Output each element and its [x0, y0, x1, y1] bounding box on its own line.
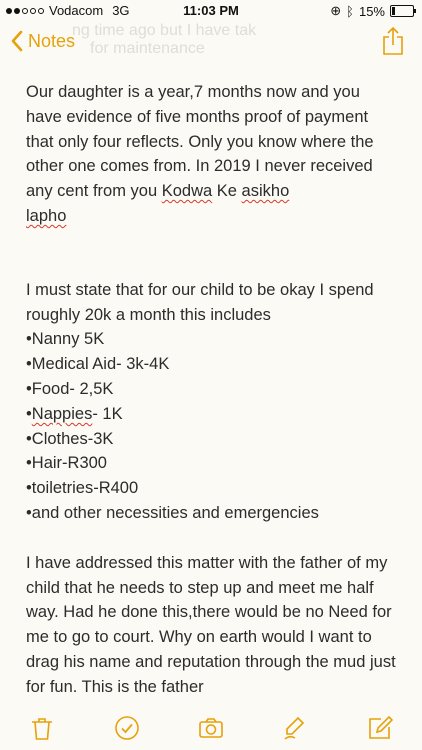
misspelled-word: Nappies [31, 404, 93, 423]
list-item: •Food- 2,5K [26, 379, 114, 398]
compose-icon [367, 715, 393, 741]
note-body[interactable] [26, 80, 398, 700]
misspelled-word: lapho [26, 206, 67, 225]
checkmark-circle-icon [114, 715, 140, 741]
ghost-line-1: ng time ago but I have tak [72, 22, 257, 39]
camera-button[interactable] [198, 715, 224, 741]
expense-list [26, 327, 398, 525]
battery-icon [390, 5, 414, 17]
sketch-button[interactable] [282, 715, 308, 741]
back-button[interactable] [10, 30, 75, 52]
clock: 11:03 PM [183, 3, 239, 18]
misspelled-word: Kodwa [161, 182, 213, 201]
bottom-toolbar [0, 706, 422, 750]
ghost-line-2: for maintenance [90, 40, 205, 57]
status-bar [0, 0, 422, 22]
share-icon [382, 26, 404, 56]
list-item: •Medical Aid- 3k-4K [26, 355, 170, 374]
status-right [330, 3, 414, 19]
navigation-bar [0, 22, 422, 66]
checklist-button[interactable] [114, 715, 140, 741]
trash-icon [29, 715, 55, 741]
p1-space: Ke [212, 182, 242, 201]
back-label: Notes [28, 30, 76, 51]
list-item: •Nanny 5K [26, 330, 105, 349]
misspelled-word: asikho [241, 182, 290, 201]
delete-button[interactable] [29, 715, 55, 741]
note-paragraph-3: I have addressed this matter with the father of my child that he needs to step up and meet me half way. Had he done this,there would be no Need for me to go to court. Why on earth would I want to drag his name and reputation through the mud just for fun. This is the father [26, 553, 396, 696]
pen-icon [282, 715, 308, 741]
list-item: •Hair-R300 [26, 454, 107, 473]
orientation-lock-icon: ⊕ [330, 3, 342, 18]
list-item: •Clothes-3K [26, 429, 114, 448]
battery-percent: 15% [358, 3, 385, 19]
item-rest: - 1K [92, 404, 123, 423]
scrolled-text-ghost [72, 22, 257, 57]
share-button[interactable] [382, 26, 404, 61]
bluetooth-icon: ᛒ [346, 3, 354, 19]
note-paragraph-2: I must state that for our child to be okay I spend roughly 20k a month this includes [26, 280, 374, 324]
list-item: •and other necessities and emergencies [26, 503, 319, 522]
list-item [26, 402, 398, 427]
list-item: •toiletries-R400 [26, 479, 139, 498]
compose-button[interactable] [367, 715, 393, 741]
bullet: • [26, 404, 32, 423]
camera-icon [198, 715, 224, 741]
chevron-left-icon [10, 30, 24, 52]
p1-text: Our daughter is a year,7 months now and you have evidence of five months proof of payment that only four reflects. Only you know where the other one comes from. In 2019 I never received any cent from you [26, 83, 374, 201]
carrier-name: Vodacom [49, 3, 104, 18]
note-paragraph-1 [26, 80, 398, 229]
network-type: 3G [112, 3, 130, 18]
